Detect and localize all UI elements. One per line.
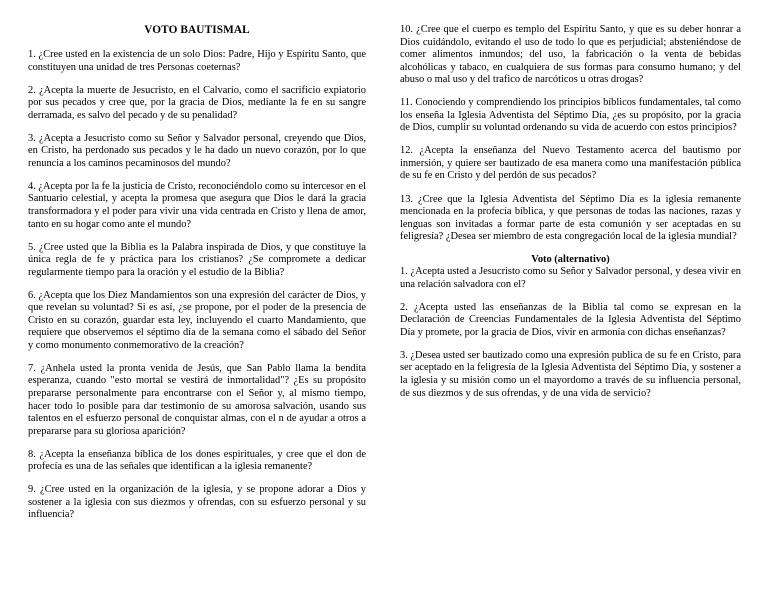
alt-vow-question-1: 1. ¿Acepta usted a Jesucristo como su Señor y Salvador personal, y desea vivir en una relación salvadora con el?	[400, 266, 741, 290]
vow-question-3: 3. ¿Acepta a Jesucristo como su Señor y Salvador personal, creyendo que Dios, en Cristo, ha perdonado sus pecados y le ha dado un nuevo corazón, por lo que renuncia a los caminos pecaminosos del mundo?	[28, 132, 366, 169]
alt-vow-question-3: 3. ¿Desea usted ser bautizado como una expresión publica de su fe en Cristo, para ser aceptado en la feligresía de la Iglesia Adventista del Séptimo Día, y sostener a la iglesia y su misión como un el mayordomo a través de su influencia personal, de sus diezmos y de sus ofrendas, y de una vida de servicio?	[400, 349, 741, 399]
vow-question-6: 6. ¿Acepta que los Diez Mandamientos son una expresión del carácter de Dios, y que revelan su voluntad? Si es así, ¿se propone, por el poder de la presencia de Cristo en su corazón, guardar esta ley, incluyendo el cuarto Mandamiento, que requiere que observemos el séptimo día de la semana como el sábado del Señor y como monumento conmemorativo de la creación?	[28, 289, 366, 351]
vow-question-2: 2. ¿Acepta la muerte de Jesucristo, en el Calvario, como el sacrificio expiatorio por sus pecados y cree que, por la gracia de Dios, mediante la fe en su sangre derramada, es salvo del pecado y de su penalidad?	[28, 84, 366, 121]
document-title: VOTO BAUTISMAL	[144, 24, 250, 36]
vow-question-5: 5. ¿Cree usted que la Biblia es la Palabra inspirada de Dios, y que constituye la única regla de fe y práctica para los cristianos? ¿Se compromete a dedicar regularmente tiempo para la oración y el estudio de la Biblia?	[28, 241, 366, 278]
vow-question-8: 8. ¿Acepta la enseñanza bíblica de los dones espirituales, y cree que el don de profecía es una de las señales que identifican a la iglesia remanente?	[28, 448, 366, 473]
vow-question-1: 1. ¿Cree usted en la existencia de un solo Dios: Padre, Hijo y Espíritu Santo, que constituyen una unidad de tres Personas coeternas?	[28, 49, 366, 73]
vow-question-4: 4. ¿Acepta por la fe la justicia de Cristo, reconociéndolo como su intercesor en el Santuario celestial, y acepta la promesa que asegura que Dios le dará la gracia transformadora y el poder para vivir una vida centrada en Cristo y llena de amor, tanto en su hogar como ante el mundo?	[28, 180, 366, 230]
alt-vow-question-2: 2. ¿Acepta usted las enseñanzas de la Biblia tal como se expresan en la Declaración de Creencias Fundamentales de la Iglesia Adventista del Séptimo Día y promete, por la gracia de Dios, vivir en armonía con dichas enseñanzas?	[400, 301, 741, 338]
left-column	[28, 24, 366, 532]
right-column	[400, 24, 741, 411]
vow-question-12: 12. ¿Acepta la enseñanza del Nuevo Testamento acerca del bautismo por inmersión, y quiere ser bautizado de esa manera como una manifestación pública de su fe en Cristo y del perdón de sus pecados?	[400, 145, 741, 182]
alternative-vow-title: Voto (alternativo)	[531, 254, 610, 266]
vow-question-13: 13. ¿Cree que la Iglesia Adventista del Séptimo Día es la iglesia remanente mencionada en la profecía bíblica, y que personas de todas las naciones, razas y lenguas son invitadas a formar parte de esta comunión y ser aceptadas en su feligresía? ¿Desea ser miembro de esta congregación local de la iglesia mundial?	[400, 193, 741, 243]
vow-question-11: 11. Conociendo y comprendiendo los principios bíblicos fundamentales, tal como los enseña la Iglesia Adventista del Séptimo Día, ¿es su propósito, por la gracia de Dios, cumplir su voluntad ordenando su vida de acuerdo con estos principios?	[400, 97, 741, 134]
vow-question-10: 10. ¿Cree que el cuerpo es templo del Espíritu Santo, y que es su deber honrar a Dios cuidándolo, evitando el uso de todo lo que es perjudicial; absteniéndose de comer alimentos inmundos; del uso, la fabricación o la venta de bebidas alcohólicas y tabaco, en cualquiera de sus formas para consumo humano; y del abuso o mal uso y del trafico de narcóticos u otras drogas?	[400, 24, 741, 86]
vow-question-7: 7. ¿Anhela usted la pronta venida de Jesús, que San Pablo llama la bendita esperanza, cuando "esto mortal se vestirá de inmortalidad"? ¿Es su propósito prepararse personalmente para encontrarse con el Señor y, al mismo tiempo, hacer todo lo posible para dar testimonio de su amorosa salvación, usando sus talentos en el esfuerzo personal de conquistar almas, con el n de ayudar a otros a prepararse para su gloriosa aparición?	[28, 362, 366, 437]
alternative-vow-section	[400, 254, 741, 400]
vow-question-9: 9. ¿Cree usted en la organización de la iglesia, y se propone adorar a Dios y sostener a la iglesia con sus diezmos y ofrendas, con su esfuerzo personal y su influencia?	[28, 484, 366, 521]
